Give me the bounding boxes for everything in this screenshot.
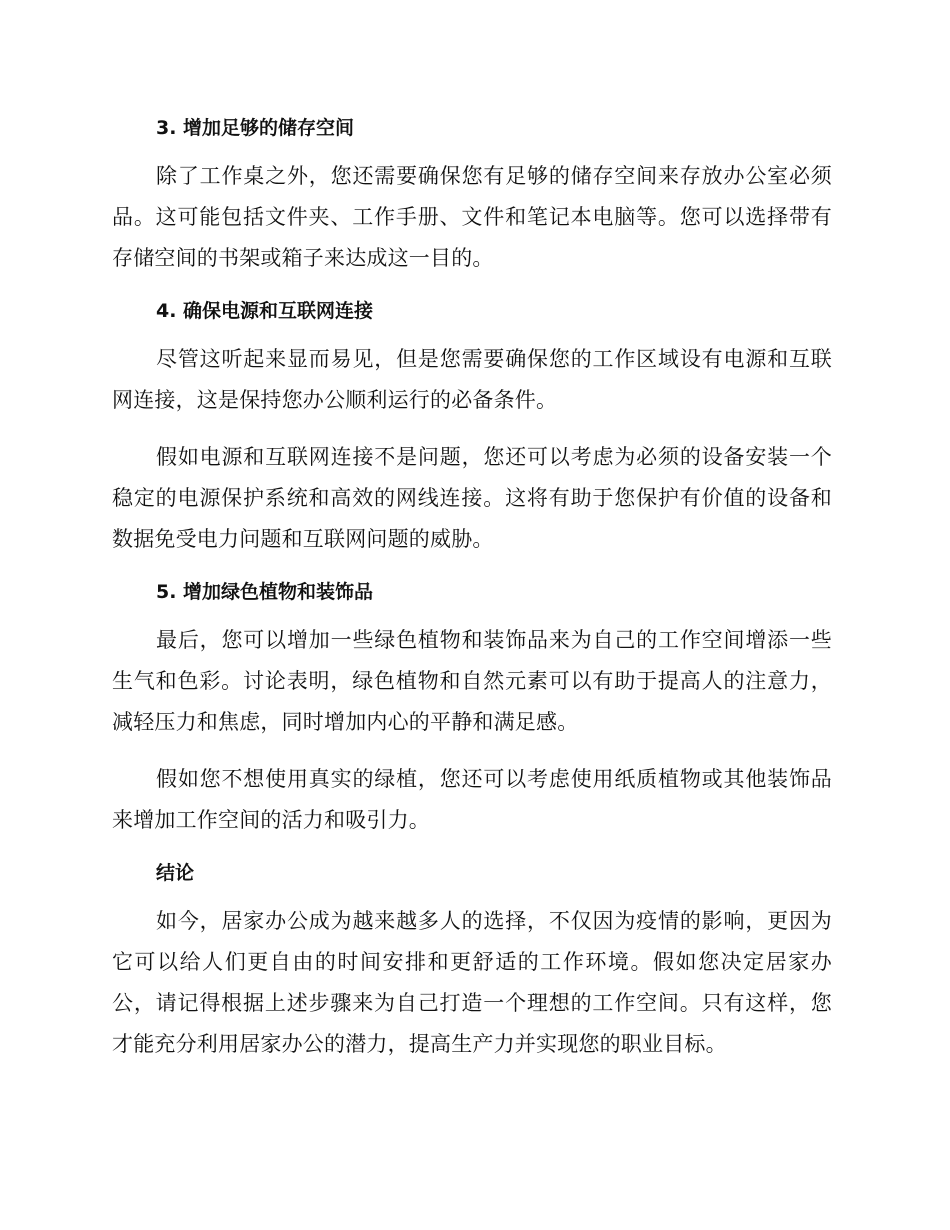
section-heading: 结论: [156, 862, 195, 884]
document-body: [112, 112, 832, 1065]
paragraph: 尽管这听起来显而易见，但是您需要确保您的工作区域设有电源和互联网连接，这是保持您办公顺利运行的必备条件。: [112, 347, 832, 412]
section-heading: 3. 增加足够的储存空间: [156, 117, 355, 139]
section-storage: [112, 112, 832, 295]
section-heading: 4. 确保电源和互联网连接: [156, 300, 374, 322]
section-conclusion: [112, 857, 832, 1065]
section-heading: 5. 增加绿色植物和装饰品: [156, 581, 374, 603]
section-plants-decor: [112, 576, 832, 857]
section-power-internet: [112, 295, 832, 576]
paragraph: 假如您不想使用真实的绿植，您还可以考虑使用纸质植物或其他装饰品来增加工作空间的活力和吸引力。: [112, 767, 832, 832]
paragraph: 最后，您可以增加一些绿色植物和装饰品来为自己的工作空间增添一些生气和色彩。讨论表明，绿色植物和自然元素可以有助于提高人的注意力，减轻压力和焦虑，同时增加内心的平静和满足感。: [112, 628, 832, 734]
paragraph: 假如电源和互联网连接不是问题，您还可以考虑为必须的设备安装一个稳定的电源保护系统和高效的网线连接。这将有助于您保护有价值的设备和数据免受电力问题和互联网问题的威胁。: [112, 445, 832, 551]
paragraph: 如今，居家办公成为越来越多人的选择，不仅因为疫情的影响，更因为它可以给人们更自由的时间安排和更舒适的工作环境。假如您决定居家办公，请记得根据上述步骤来为自己打造一个理想的工作空间。只有这样，您才能充分利用居家办公的潜力，提高生产力并实现您的职业目标。: [112, 909, 832, 1056]
paragraph: 除了工作桌之外，您还需要确保您有足够的储存空间来存放办公室必须品。这可能包括文件夹、工作手册、文件和笔记本电脑等。您可以选择带有存储空间的书架或箱子来达成这一目的。: [112, 164, 832, 270]
